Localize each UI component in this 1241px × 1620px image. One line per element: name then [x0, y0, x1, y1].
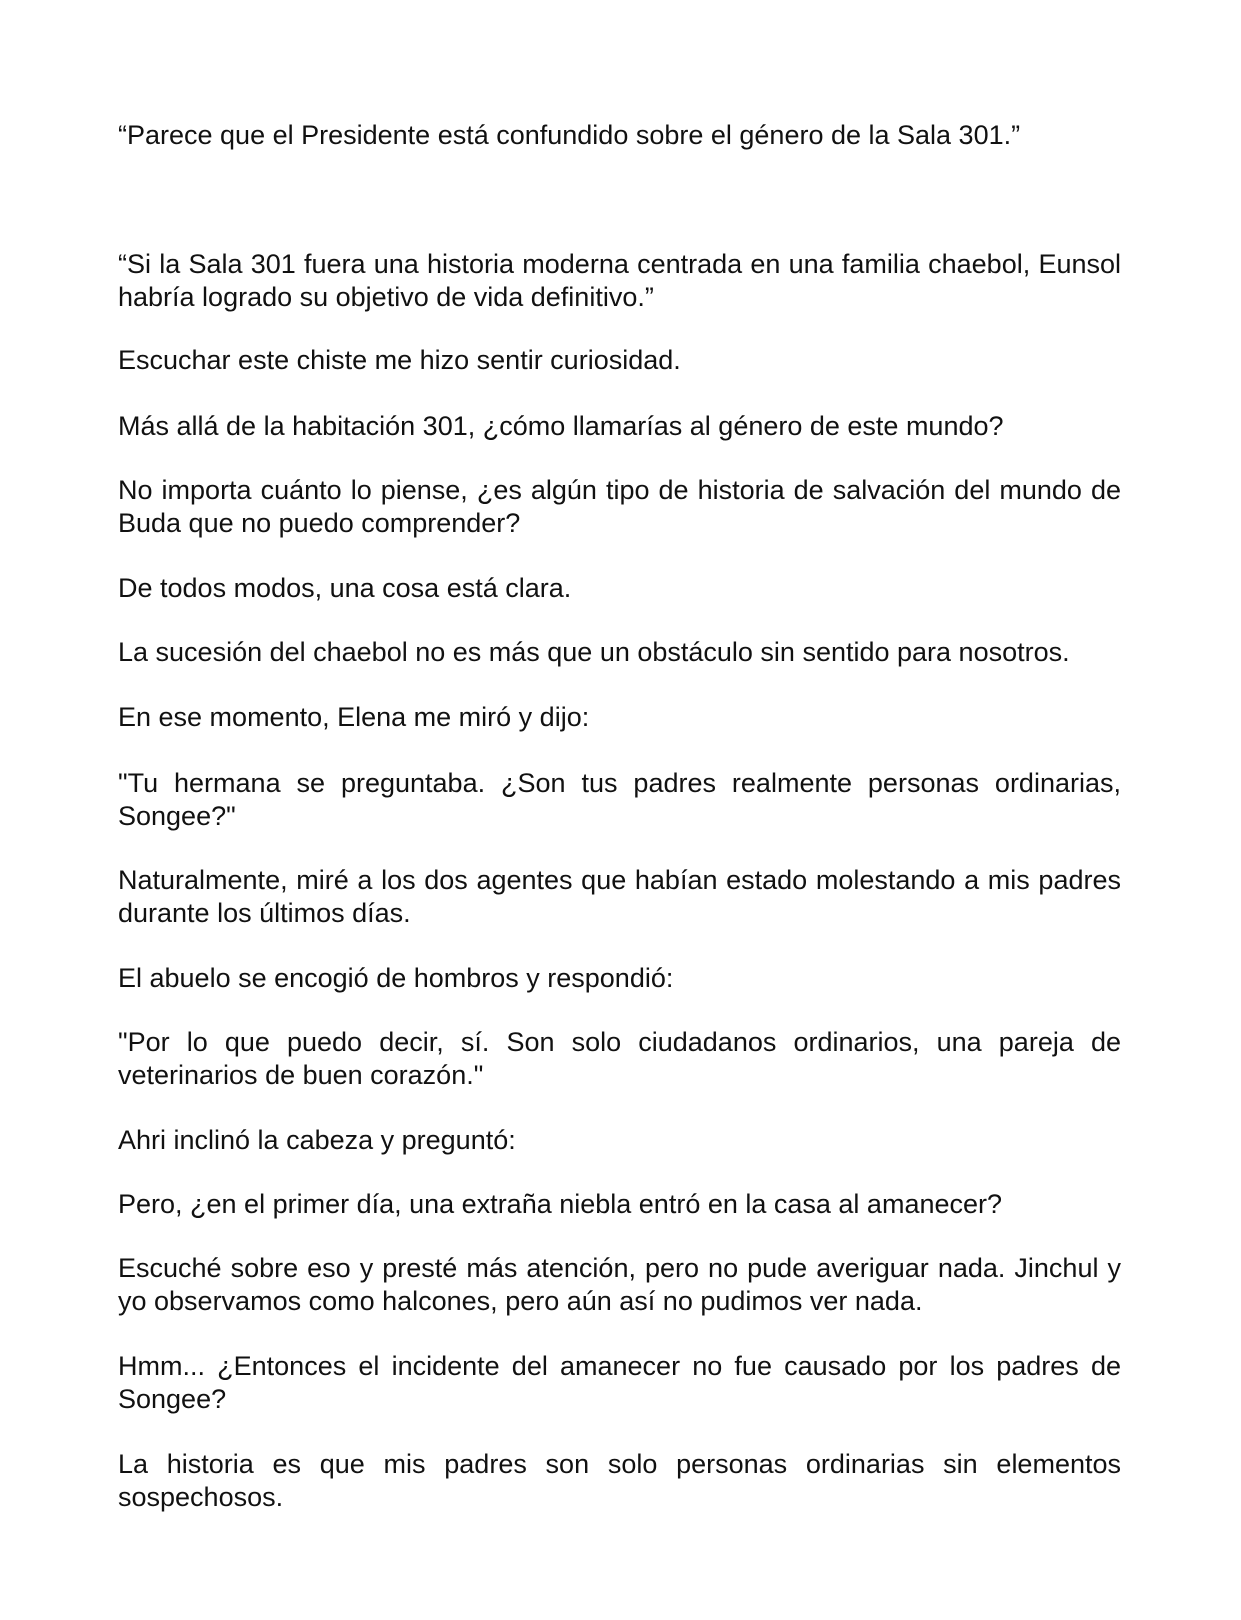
- paragraph-13: Ahri inclinó la cabeza y preguntó:: [118, 1125, 516, 1155]
- paragraph-6: De todos modos, una cosa está clara.: [118, 573, 572, 603]
- paragraph-9: "Tu hermana se preguntaba. ¿Son tus padres realmente personas ordinarias, Songee?": [118, 768, 1121, 831]
- paragraph-11: El abuelo se encogió de hombros y respondió:: [118, 963, 674, 993]
- paragraph-5: No importa cuánto lo piense, ¿es algún tipo de historia de salvación del mundo de Buda que no puedo comprender?: [118, 475, 1121, 538]
- paragraph-10: Naturalmente, miré a los dos agentes que habían estado molestando a mis padres durante los últimos días.: [118, 865, 1121, 928]
- paragraph-17: La historia es que mis padres son solo personas ordinarias sin elementos sospechosos.: [118, 1449, 1121, 1512]
- paragraph-3: Escuchar este chiste me hizo sentir curiosidad.: [118, 345, 681, 375]
- paragraph-16: Hmm... ¿Entonces el incidente del amanecer no fue causado por los padres de Songee?: [118, 1351, 1121, 1414]
- paragraph-7: La sucesión del chaebol no es más que un obstáculo sin sentido para nosotros.: [118, 637, 1070, 667]
- paragraph-12: "Por lo que puedo decir, sí. Son solo ciudadanos ordinarios, una pareja de veterinarios de buen corazón.": [118, 1027, 1121, 1090]
- paragraph-14: Pero, ¿en el primer día, una extraña niebla entró en la casa al amanecer?: [118, 1189, 1003, 1219]
- paragraph-15: Escuché sobre eso y presté más atención, pero no pude averiguar nada. Jinchul y yo observamos como halcones, pero aún así no pudimos ver nada.: [118, 1253, 1121, 1316]
- paragraph-2: “Si la Sala 301 fuera una historia moderna centrada en una familia chaebol, Eunsol habría logrado su objetivo de vida definitivo.”: [118, 249, 1121, 312]
- paragraph-1: “Parece que el Presidente está confundido sobre el género de la Sala 301.”: [118, 120, 1021, 150]
- paragraph-8: En ese momento, Elena me miró y dijo:: [118, 702, 590, 732]
- paragraph-4: Más allá de la habitación 301, ¿cómo llamarías al género de este mundo?: [118, 411, 1004, 441]
